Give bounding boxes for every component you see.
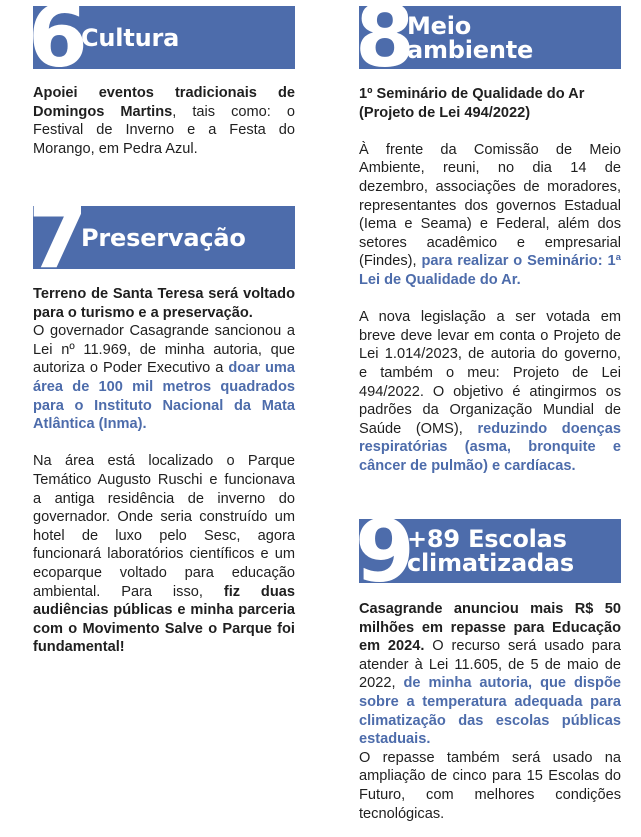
section-7-p1: O governador Casagrande sancionou a Lei nº 11.969, de minha autoria, que autoriza o Poder Executivo a [33, 323, 295, 377]
section-8-title [407, 6, 533, 69]
section-7-number: 7 [28, 188, 84, 288]
section-8-title-line1: Meio [407, 11, 472, 40]
section-9-body [359, 600, 621, 823]
section-9-p2: O repasse também será usado na ampliação de cinco para 15 Escolas do Futuro, com melhores condições tecnológicas. [359, 749, 621, 822]
section-6-text: , tais como: o Festival de Inverno e a Festa do Morango, em Pedra Azul. [33, 103, 295, 157]
section-8-p2-highlight: reduzindo doenças respiratórias (asma, bronquite e câncer de pulmão) e cardíacas. [359, 420, 621, 474]
section-7-title: Preservação [81, 223, 246, 252]
section-8-body [359, 85, 621, 475]
section-7-body [33, 285, 295, 657]
section-9-title [407, 519, 574, 583]
section-8-p1-highlight: para realizar o Seminário: 1ª Lei de Qualidade do Ar. [359, 253, 622, 288]
section-8-number: 8 [355, 0, 411, 87]
section-8-p1: À frente da Comissão de Meio Ambiente, reuni, no dia 14 de dezembro, associações de moradores, representantes dos governos Estadual (Iema e Seama) e Federal, além dos setores acadêmico e empresarial (Findes), [359, 141, 621, 270]
section-8-p2: A nova legislação a ser votada em breve deve levar em conta o Projeto de Lei 1.014/2023, de autoria do governo, e também o meu: Projeto de Lei 494/2022. O objetivo é atingirmos os padrões da Organização Mundial de Saúde (OMS), [359, 309, 621, 437]
section-9-p1-highlight: de minha autoria, que dispõe sobre a temperatura adequada para climatização das escolas públicas estaduais. [359, 675, 621, 748]
section-9-title-line1: +89 Escolas [407, 525, 567, 553]
section-9-p1: O recurso será usado para atender à Lei 11.605, de 5 de maio de 2022, [359, 638, 621, 692]
section-6-lead: Apoiei eventos tradicionais de Domingos Martins [33, 85, 295, 120]
section-9-title-line2: climatizadas [407, 549, 575, 577]
section-9-lead: Casagrande anunciou mais R$ 50 milhões em repasse para Educação em 2024. [359, 601, 621, 655]
section-7-p1-highlight: doar uma área de 100 mil metros quadrados para o Instituto Nacional da Mata Atlântica (Inma). [33, 360, 296, 433]
section-7-heading: Terreno de Santa Teresa será voltado para o turismo e a preservação. [33, 286, 295, 321]
section-6-title: Cultura [81, 23, 180, 52]
section-6-body [33, 84, 295, 158]
section-7-p2-bold: fiz duas audiências públicas e minha parceria com o Movimento Salve o Parque foi fundamental! [33, 583, 295, 656]
section-7-p2: Na área está localizado o Parque Temático Augusto Ruschi e funcionava a antiga residência de inverno do governador. Onde seria construído um hotel de luxo pelo Sesc, agora funcionará laboratórios científicos e um ecoparque voltado para educação ambiental. Para isso, [33, 453, 295, 600]
section-8-title-line2: ambiente [407, 35, 534, 64]
section-6-number: 6 [28, 0, 84, 87]
section-9-number: 9 [355, 502, 411, 602]
section-8-heading: 1º Seminário de Qualidade do Ar (Projeto de Lei 494/2022) [359, 86, 585, 121]
